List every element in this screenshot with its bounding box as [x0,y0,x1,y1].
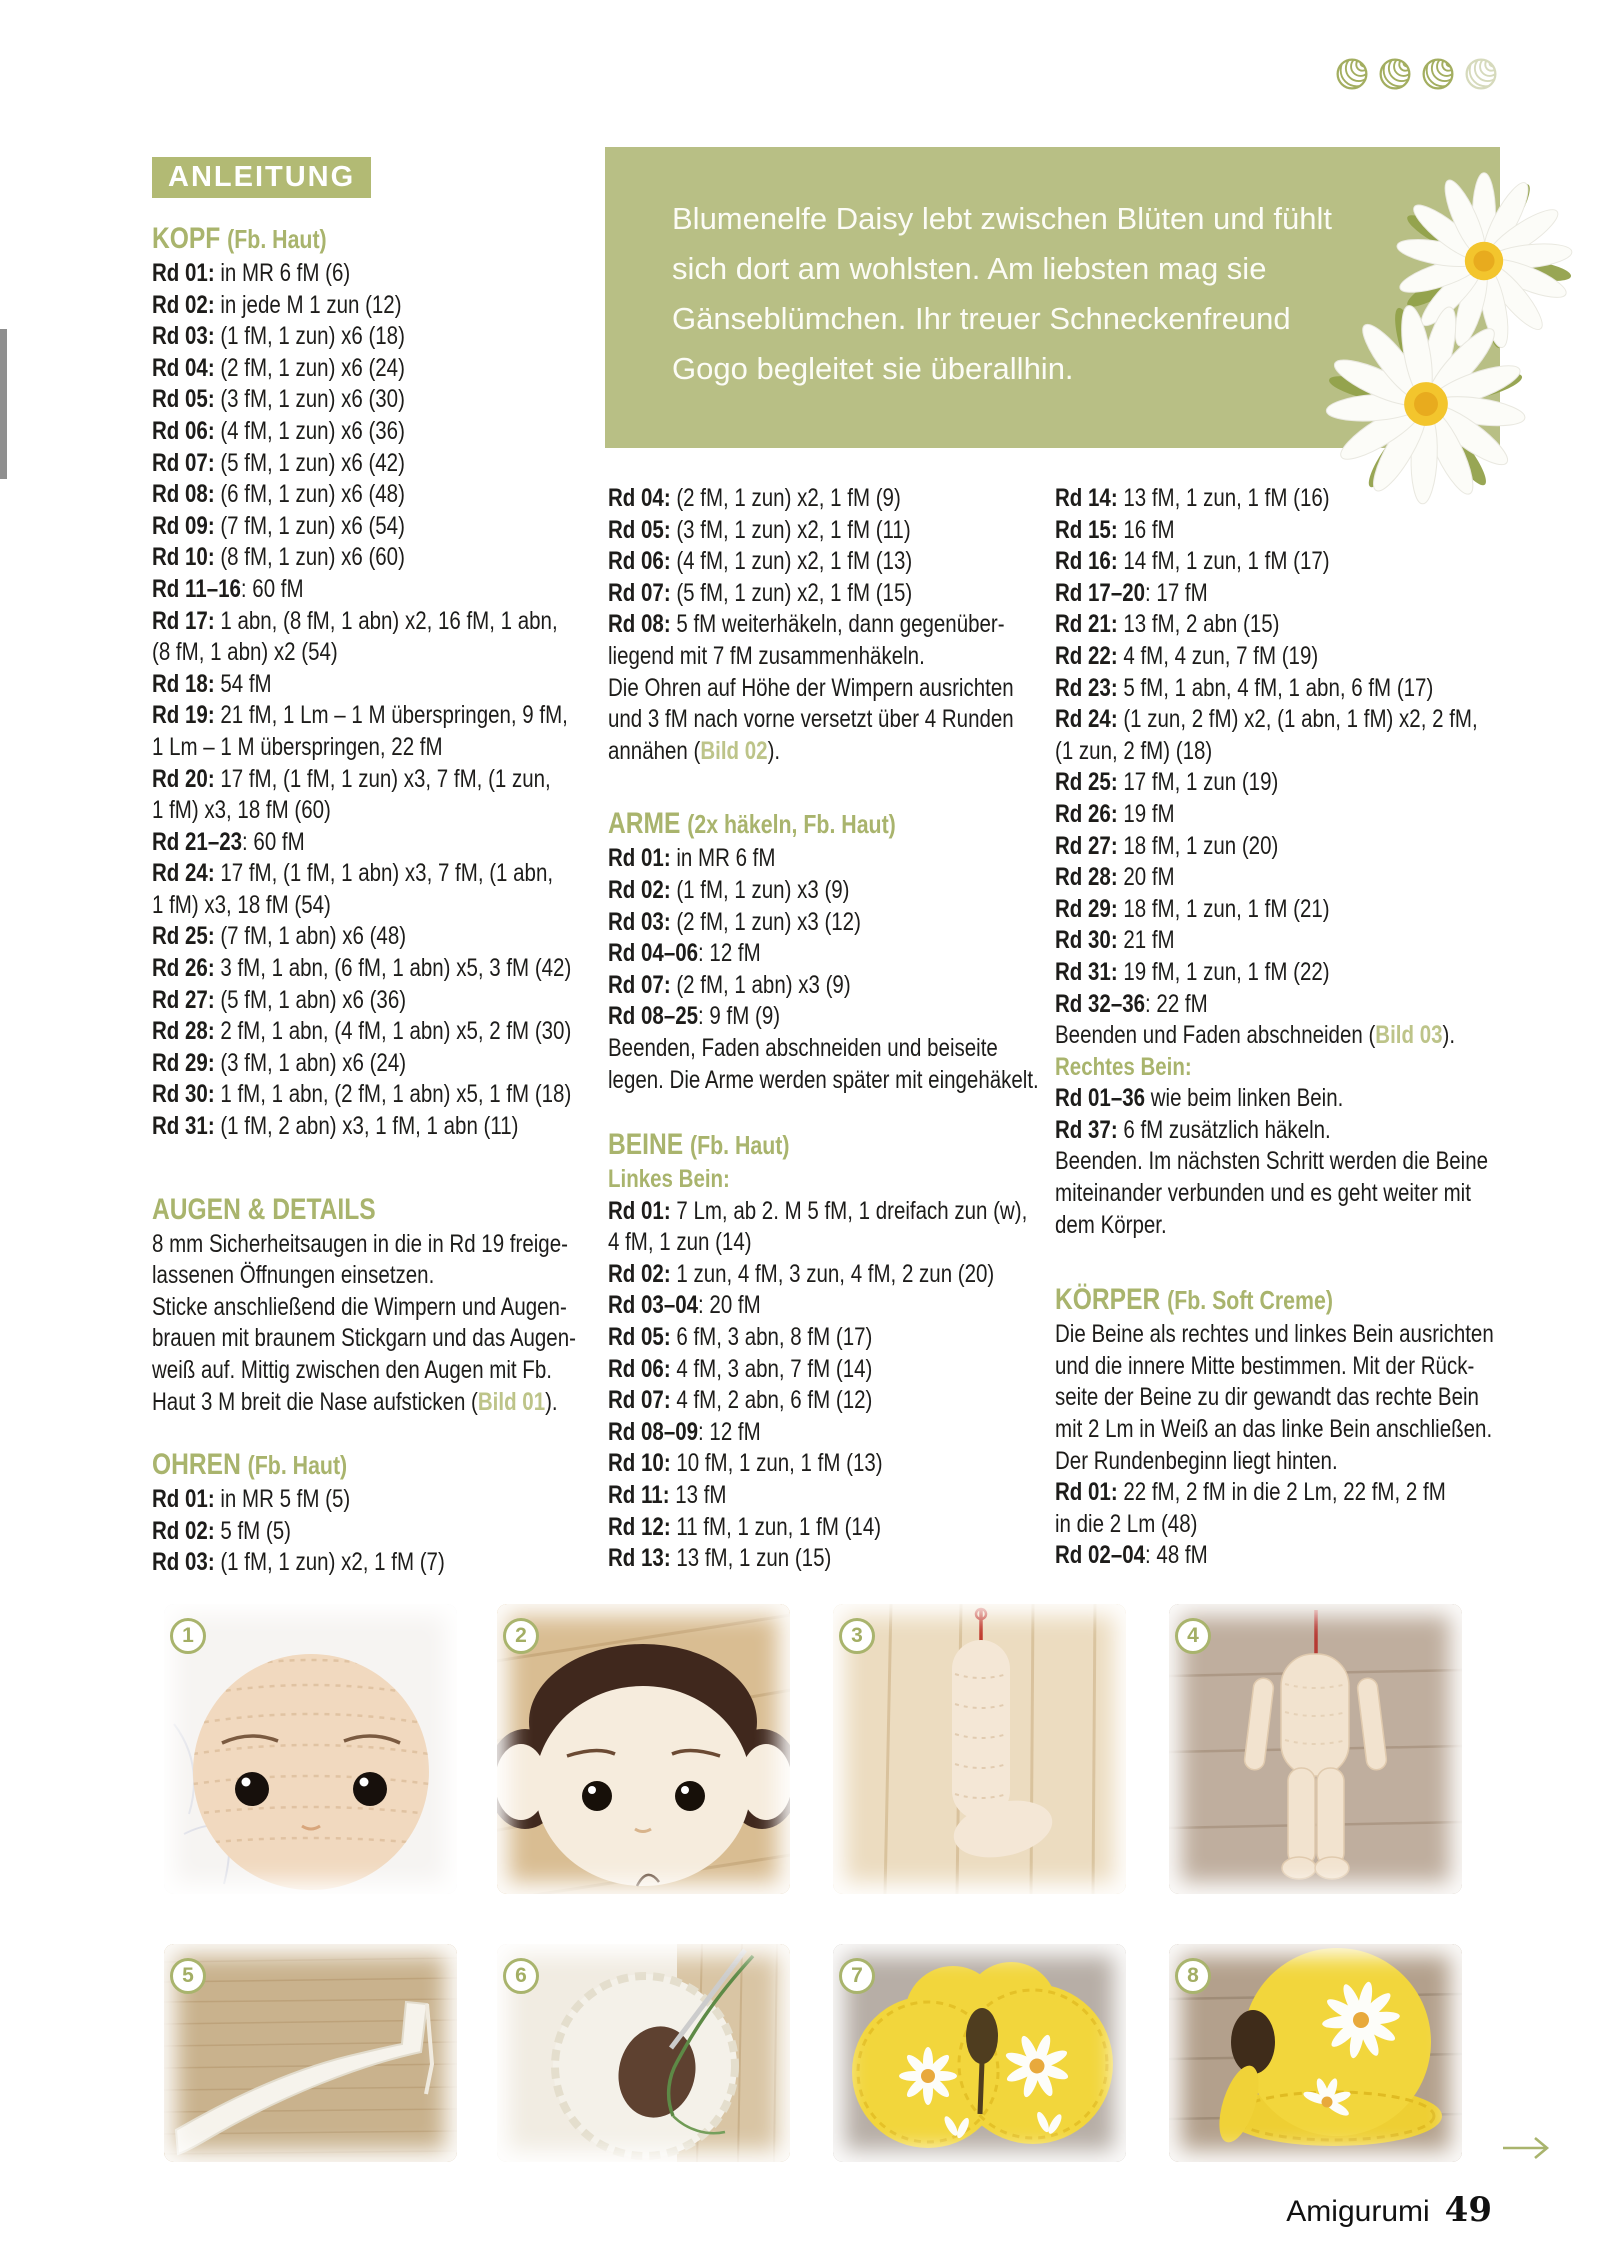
pattern-line: Rd 24: 17 fM, (1 fM, 1 abn) x3, 7 fM, (1 abn, [152,859,554,888]
pattern-line: Rd 07: (5 fM, 1 zun) x2, 1 fM (15) [608,578,913,607]
augen-lines [152,1229,628,1419]
photo-4-doll-body-with-legs-and-arms [1169,1604,1462,1894]
column-left [152,222,628,1579]
section-koerper [1055,1283,1522,1572]
photo-1-crochet-head-with-eyes [164,1604,457,1894]
pattern-line: Rd 10: (8 fM, 1 zun) x6 (60) [152,543,405,572]
pattern-line: lassenen Öffnungen einsetzen. [152,1261,435,1290]
pattern-line: Die Beine als rechtes und linkes Bein ausrichten [1055,1320,1494,1349]
section-ohren-continued [608,483,1051,767]
pattern-line: Rd 06: 4 fM, 3 abn, 7 fM (14) [608,1354,873,1383]
pattern-line: Rd 15: 16 fM [1055,515,1175,544]
pattern-line: Rd 32–36: 22 fM [1055,989,1208,1018]
pattern-line: miteinander verbunden und es geht weiter mit [1055,1179,1471,1208]
pattern-line: Rd 03: (2 fM, 1 zun) x3 (12) [608,907,861,936]
intro-line: Gogo begleitet sie überallhin. [672,351,1074,386]
pattern-line: Rd 19: 21 fM, 1 Lm – 1 M überspringen, 9 fM, [152,701,568,730]
pattern-line: Der Rundenbeginn liegt hinten. [1055,1446,1338,1475]
daisy-flower-icon [1322,300,1530,508]
pattern-line: Beenden. Im nächsten Schritt werden die Beine [1055,1147,1489,1176]
pattern-line: Rd 08–09: 12 fM [608,1417,761,1446]
intro-line: Blumenelfe Daisy lebt zwischen Blüten und fühlt [672,201,1332,236]
pattern-line: Rd 01: in MR 5 fM (5) [152,1485,351,1514]
pattern-line: in die 2 Lm (48) [1055,1509,1198,1538]
ohren-lines [152,1484,628,1579]
photo-number-badge: 4 [1175,1618,1211,1654]
pattern-line: (1 zun, 2 fM) (18) [1055,736,1213,765]
pattern-line: Rd 07: (5 fM, 1 zun) x6 (42) [152,448,405,477]
intro-line: Gänseblümchen. Ihr treuer Schneckenfreund [672,301,1291,336]
pattern-line: Rd 28: 2 fM, 1 abn, (4 fM, 1 abn) x5, 2 fM (30) [152,1017,572,1046]
photo-2-head-with-hair-and-ears [497,1604,790,1894]
photo-number-badge: 2 [503,1618,539,1654]
photo-6-crochet-collar-with-hook [497,1944,790,2162]
pattern-line: Rd 27: 18 fM, 1 zun (20) [1055,831,1279,860]
pattern-line: Rd 02: (1 fM, 1 zun) x3 (9) [608,875,850,904]
pattern-line: liegend mit 7 fM zusammenhäkeln. [608,641,925,670]
arme-lines [608,843,1051,1096]
difficulty-rating [1335,57,1498,91]
pattern-line: Rd 06: (4 fM, 1 zun) x2, 1 fM (13) [608,547,913,576]
section-beine [608,1128,1051,1575]
pattern-line: Rd 28: 20 fM [1055,863,1175,892]
pattern-line: Rd 17–20: 17 fM [1055,578,1208,607]
pattern-line: Rd 25: (7 fM, 1 abn) x6 (48) [152,922,407,951]
pattern-line: Rd 01: in MR 6 fM (6) [152,259,351,287]
section-heading: ARME (2x häkeln, Fb. Haut) [608,807,896,841]
section-augen-details [152,1193,628,1419]
photo-number-badge: 8 [1175,1958,1211,1994]
pattern-line: Rd 21–23: 60 fM [152,827,305,856]
yarn-ball-icon [1335,57,1369,91]
pattern-line: Beenden und Faden abschneiden (Bild 03). [1055,1021,1456,1050]
photo-number-badge: 3 [839,1618,875,1654]
pattern-line: Rd 31: (1 fM, 2 abn) x3, 1 fM, 1 abn (11) [152,1112,519,1141]
pattern-line: Rd 25: 17 fM, 1 zun (19) [1055,768,1279,797]
section-heading: BEINE (Fb. Haut) [608,1128,790,1162]
pattern-line: dem Körper. [1055,1210,1167,1239]
pattern-line: Rd 01–36 wie beim linken Bein. [1055,1084,1344,1113]
pattern-line: Rd 08: 5 fM weiterhäkeln, dann gegenüber- [608,610,1005,639]
pattern-line: Rd 21: 13 fM, 2 abn (15) [1055,610,1280,639]
pattern-line: Rd 08–25: 9 fM (9) [608,1002,781,1031]
pattern-line: weiß auf. Mittig zwischen den Augen mit Fb. [152,1356,552,1384]
pattern-line: (8 fM, 1 abn) x2 (54) [152,638,338,667]
pattern-line: 1 fM) x3, 18 fM (60) [152,796,331,825]
bild-reference: Bild 02 [700,736,768,765]
pattern-line: Rd 18: 54 fM [152,669,272,698]
pattern-line: 4 fM, 1 zun (14) [608,1228,752,1257]
photo-number-badge: 7 [839,1958,875,1994]
pattern-line: und die innere Mitte bestimmen. Mit der Rück- [1055,1351,1475,1380]
section-beine-continued [1055,483,1522,1241]
pattern-line: Rd 30: 21 fM [1055,926,1175,955]
intro-text [672,194,1332,394]
pattern-line: Rd 37: 6 fM zusätzlich häkeln. [1055,1115,1331,1144]
section-heading: OHREN (Fb. Haut) [152,1448,348,1482]
column-right [1055,483,1522,1572]
pattern-line: Rd 07: 4 fM, 2 abn, 6 fM (12) [608,1386,873,1415]
photo-number-badge: 6 [503,1958,539,1994]
photo-number-badge: 1 [170,1618,206,1654]
pattern-line: Rd 08: (6 fM, 1 zun) x6 (48) [152,480,405,509]
pattern-line: Rd 11: 13 fM [608,1481,727,1510]
magazine-name: Amigurumi [1286,2195,1430,2228]
ohren-cont-lines [608,483,1051,767]
pattern-line: Rd 04: (2 fM, 1 zun) x6 (24) [152,353,405,382]
pattern-line: Rd 10: 10 fM, 1 zun, 1 fM (13) [608,1449,883,1478]
pattern-line: Rd 26: 3 fM, 1 abn, (6 fM, 1 abn) x5, 3 fM (42) [152,954,572,983]
pattern-line: Haut 3 M breit die Nase aufsticken (Bild 01). [152,1387,558,1416]
section-heading: KOPF (Fb. Haut) [152,222,327,255]
pattern-line: Rd 05: 6 fM, 3 abn, 8 fM (17) [608,1323,873,1352]
pattern-line: Rd 01: 7 Lm, ab 2. M 5 fM, 1 dreifach zun (w), [608,1196,1028,1225]
photo-3-crochet-leg-hanging [833,1604,1126,1894]
pattern-line: Rd 29: (3 fM, 1 abn) x6 (24) [152,1048,407,1077]
pattern-line: Die Ohren auf Höhe der Wimpern ausrichten [608,673,1014,702]
page-footer [1240,2190,1492,2230]
pattern-line: Rd 11–16: 60 fM [152,574,304,603]
pattern-line: Rd 01: in MR 6 fM [608,844,776,873]
pattern-line: Sticke anschließend die Wimpern und Augen- [152,1292,567,1321]
kopf-lines [152,258,628,1143]
pattern-line: Rd 02–04: 48 fM [1055,1541,1208,1570]
pattern-line: Rd 24: (1 zun, 2 fM) x2, (1 abn, 1 fM) x2, 2 fM, [1055,705,1478,734]
yarn-ball-icon [1378,57,1412,91]
pattern-line: Rd 26: 19 fM [1055,799,1175,828]
pattern-line: Rd 06: (4 fM, 1 zun) x6 (36) [152,416,405,445]
pattern-line: Rechtes Bein: [1055,1052,1192,1081]
koerper-lines [1055,1319,1522,1572]
pattern-line: Rd 29: 18 fM, 1 zun, 1 fM (21) [1055,894,1330,923]
pattern-line: Rd 01: 22 fM, 2 fM in die 2 Lm, 22 fM, 2 fM [1055,1478,1446,1507]
pattern-line: brauen mit braunem Stickgarn und das Augen- [152,1324,576,1353]
yarn-ball-icon-empty [1464,57,1498,91]
pattern-line: Rd 17: 1 abn, (8 fM, 1 abn) x2, 16 fM, 1 abn, [152,606,558,635]
section-heading: KÖRPER (Fb. Soft Creme) [1055,1283,1333,1317]
pattern-line: 1 Lm – 1 M überspringen, 22 fM [152,732,443,761]
pattern-line: und 3 fM nach vorne versetzt über 4 Runden [608,705,1014,734]
section-arme [608,807,1051,1096]
pattern-line: Rd 05: (3 fM, 1 zun) x2, 1 fM (11) [608,515,911,544]
pattern-line: Rd 02: 1 zun, 4 fM, 3 zun, 4 fM, 2 zun (20) [608,1259,995,1288]
pattern-line: Rd 02: in jede M 1 zun (12) [152,290,402,319]
pattern-line: Rd 23: 5 fM, 1 abn, 4 fM, 1 abn, 6 fM (17) [1055,673,1434,702]
pattern-line: annähen (Bild 02). [608,736,781,765]
pattern-line: 1 fM) x3, 18 fM (54) [152,890,331,919]
pattern-line: Rd 03–04: 20 fM [608,1291,761,1320]
section-ohren [152,1448,628,1579]
photo-number-badge: 5 [170,1958,206,1994]
photo-8-yellow-hat-with-daisies [1169,1944,1462,2162]
yarn-ball-icon [1421,57,1455,91]
pattern-line: Rd 30: 1 fM, 1 abn, (2 fM, 1 abn) x5, 1 fM (18) [152,1080,572,1109]
photo-7-yellow-petal-dress-with-daisies [833,1944,1126,2162]
pattern-line: Linkes Bein: [608,1165,730,1194]
pattern-line: legen. Die Arme werden später mit eingehäkelt. [608,1065,1039,1094]
pattern-line: Rd 12: 11 fM, 1 zun, 1 fM (14) [608,1512,882,1541]
pattern-line: Rd 27: (5 fM, 1 abn) x6 (36) [152,985,407,1014]
pattern-line: Rd 02: 5 fM (5) [152,1516,291,1545]
pattern-line: 8 mm Sicherheitsaugen in die in Rd 19 freige- [152,1229,568,1258]
pattern-line: Rd 13: 13 fM, 1 zun (15) [608,1544,832,1573]
pattern-line: Rd 16: 14 fM, 1 zun, 1 fM (17) [1055,547,1330,576]
section-heading: AUGEN & DETAILS [152,1192,376,1226]
pattern-line: Rd 07: (2 fM, 1 abn) x3 (9) [608,970,851,999]
page-edge-strip [0,329,7,479]
pattern-line: Rd 09: (7 fM, 1 zun) x6 (54) [152,511,405,540]
pattern-line: Beenden, Faden abschneiden und beiseite [608,1033,998,1062]
bild-reference: Bild 03 [1375,1021,1443,1050]
pattern-line: seite der Beine zu dir gewandt das rechte Bein [1055,1383,1479,1412]
pattern-line: Rd 22: 4 fM, 4 zun, 7 fM (19) [1055,641,1319,670]
pattern-line: Rd 14: 13 fM, 1 zun, 1 fM (16) [1055,484,1330,512]
pattern-line: Rd 31: 19 fM, 1 zun, 1 fM (22) [1055,957,1330,986]
column-middle [608,483,1051,1575]
bild-reference: Bild 01 [477,1387,546,1416]
continue-arrow-icon [1501,2134,1553,2162]
beine-cont-lines [1055,483,1522,1241]
pattern-line: Rd 04–06: 12 fM [608,939,761,968]
pattern-line: Rd 05: (3 fM, 1 zun) x6 (30) [152,385,405,414]
pattern-line: Rd 03: (1 fM, 1 zun) x2, 1 fM (7) [152,1548,445,1577]
section-kopf [152,222,628,1143]
beine-lines [608,1164,1051,1575]
pattern-line: Rd 03: (1 fM, 1 zun) x6 (18) [152,322,405,351]
photo-5-white-crochet-strip [164,1944,457,2162]
pattern-line: Rd 04: (2 fM, 1 zun) x2, 1 fM (9) [608,484,901,512]
pattern-line: mit 2 Lm in Weiß an das linke Bein anschließen. [1055,1415,1493,1444]
intro-line: sich dort am wohlsten. Am liebsten mag sie [672,251,1267,286]
page-title: ANLEITUNG [152,157,371,198]
page-number: 49 [1444,2190,1492,2230]
pattern-line: Rd 20: 17 fM, (1 fM, 1 zun) x3, 7 fM, (1 zun, [152,764,551,793]
